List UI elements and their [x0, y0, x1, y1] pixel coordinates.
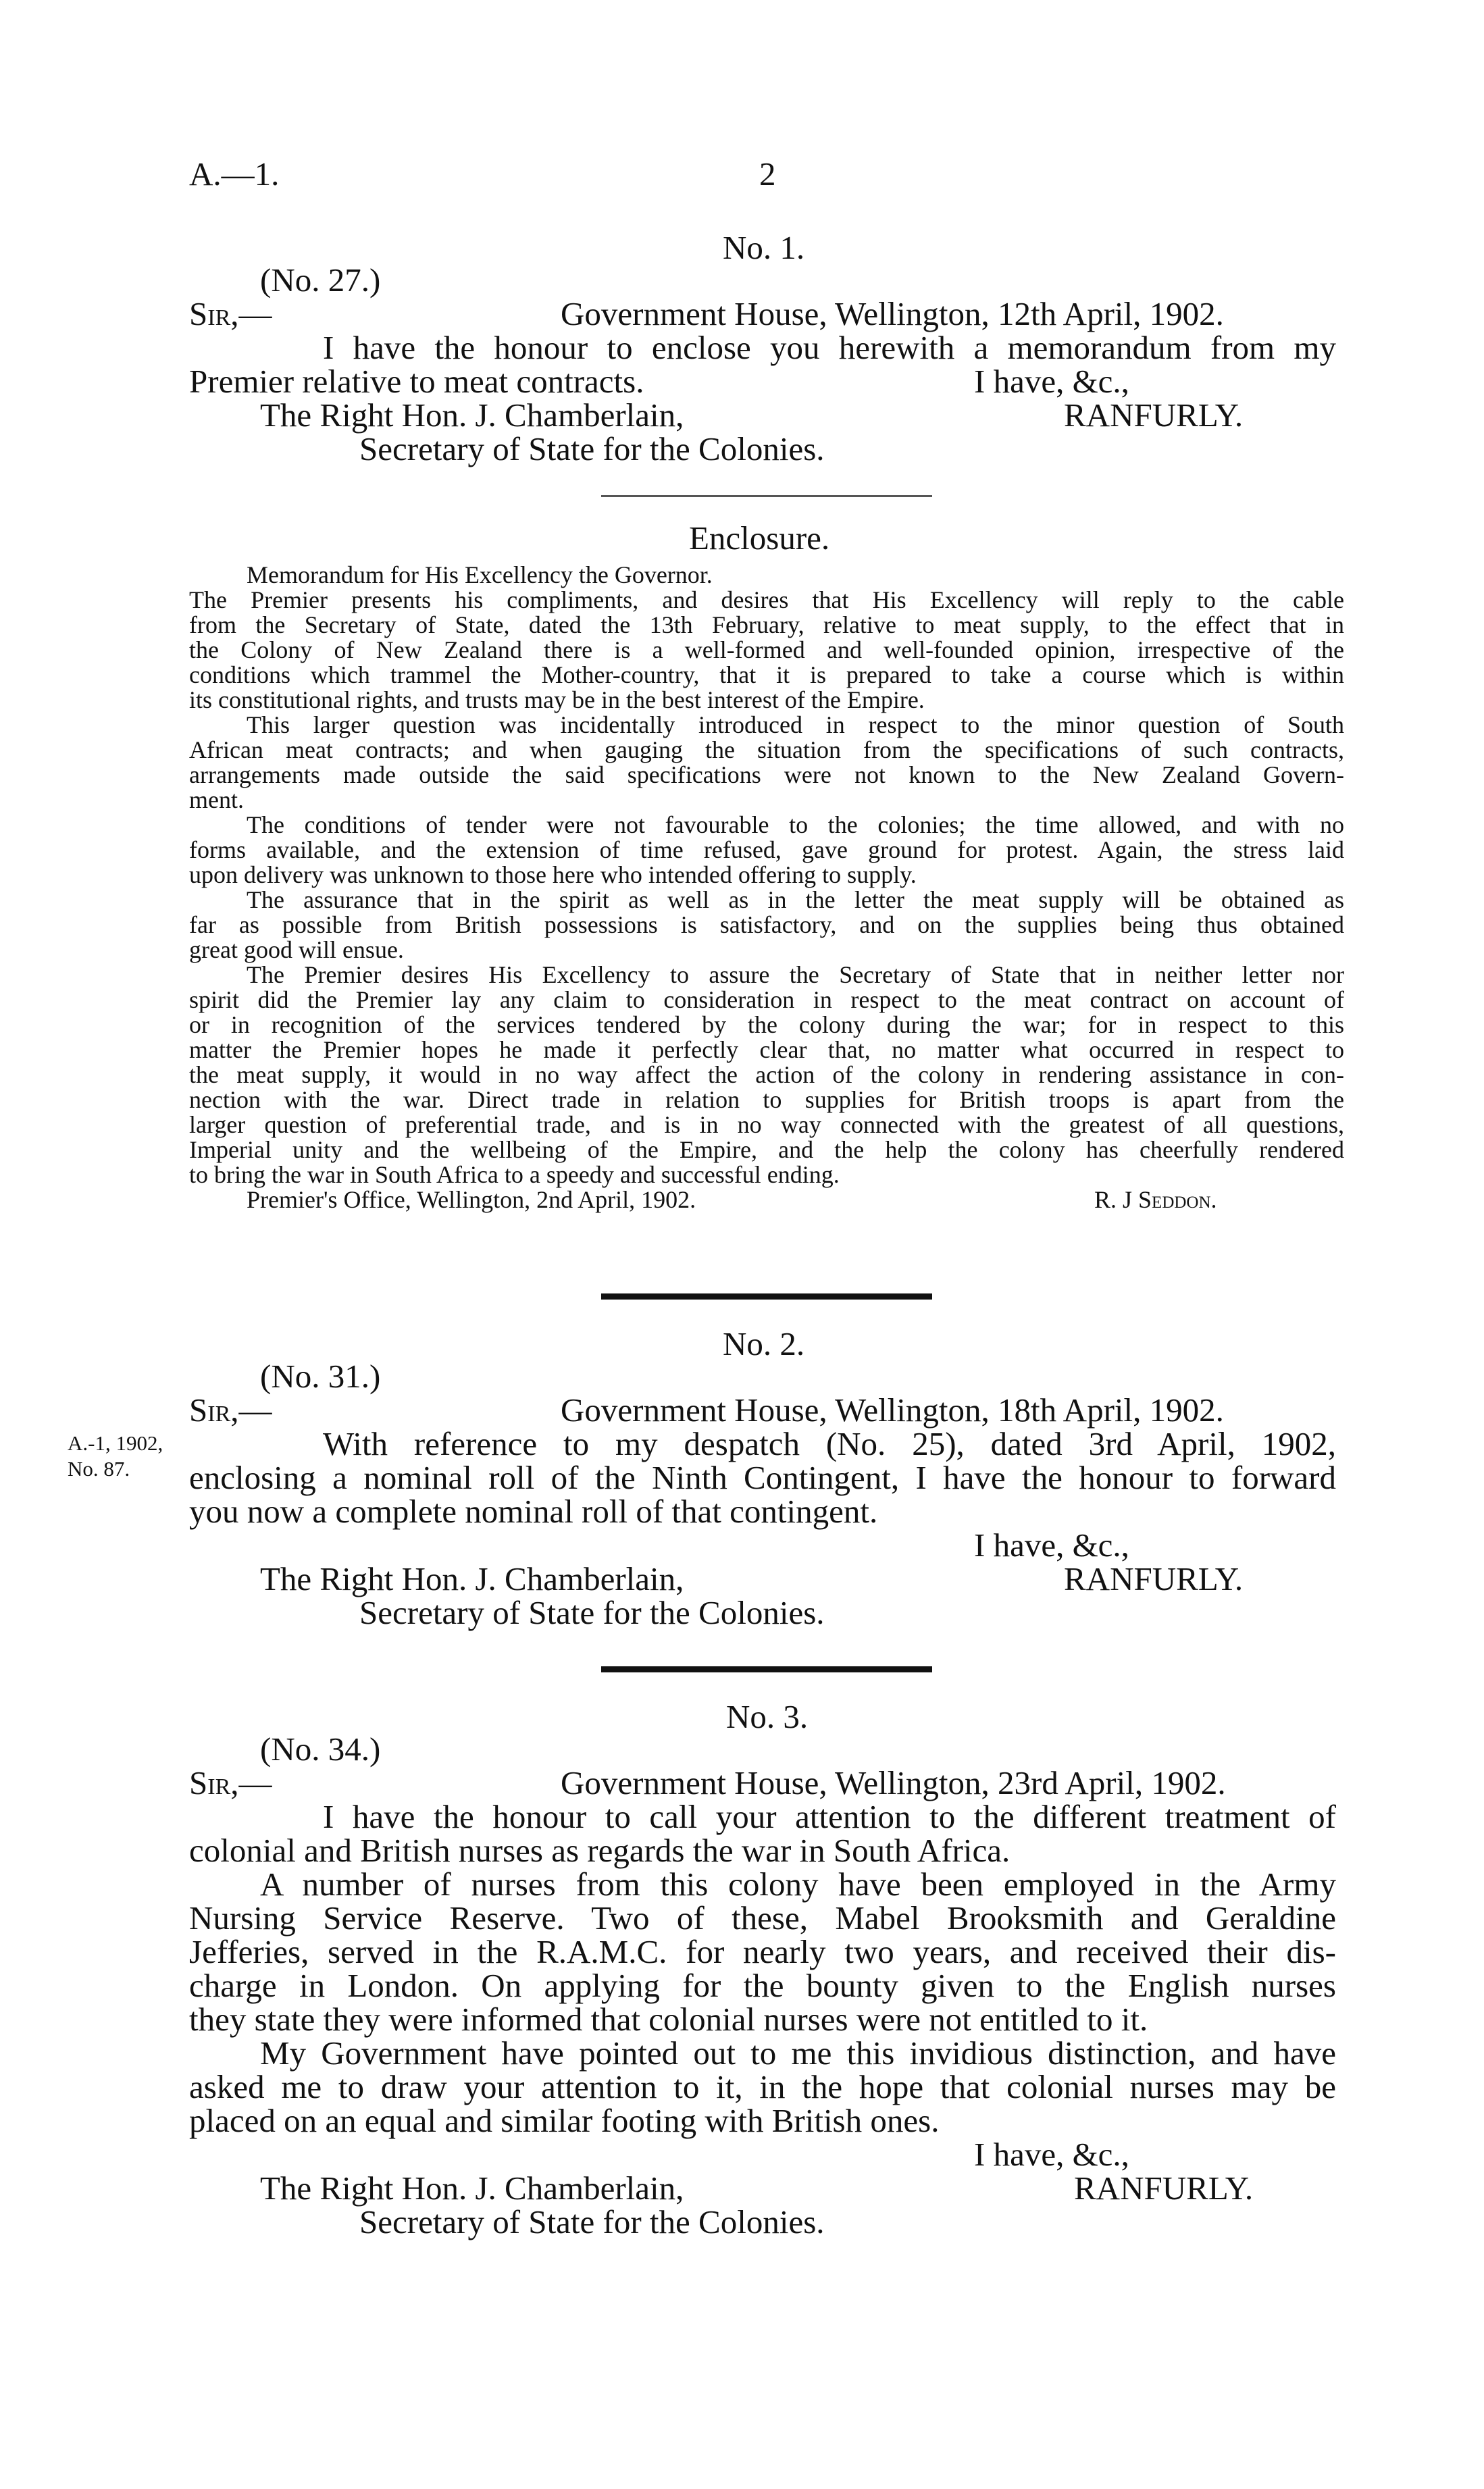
enclosure-line: The Premier presents his compliments, and desires that His Excellency will reply to the cable: [189, 586, 1344, 613]
enclosure-line: the meat supply, it would in no way affect the action of the colony in rendering assistance in con-: [189, 1061, 1344, 1088]
page-number: 2: [759, 155, 776, 193]
letter2-body-line2: enclosing a nominal roll of the Ninth Contingent, I have the honour to forward: [189, 1459, 1336, 1496]
enclosure-line: matter the Premier hopes he made it perfectly clear that, no matter what occurred in respect to: [189, 1036, 1344, 1063]
letter3-line: placed on an equal and similar footing with British ones.: [189, 2102, 940, 2139]
margin-note-line2: No. 87.: [68, 1457, 130, 1481]
enclosure-line: to bring the war in South Africa to a speedy and successful ending.: [189, 1161, 840, 1188]
letter3-line: charge in London. On applying for the bounty given to the English nurses: [189, 1967, 1336, 2004]
letter1-heading: No. 1.: [723, 229, 805, 266]
section-divider: [601, 1666, 932, 1672]
letter2-ref: (No. 31.): [260, 1358, 381, 1395]
letter1-closing: I have, &c.,: [974, 363, 1129, 400]
enclosure-memo-title: Memorandum for His Excellency the Governor.: [247, 561, 713, 588]
letter2-heading: No. 2.: [723, 1325, 805, 1362]
enclosure-line: nection with the war. Direct trade in relation to supplies for British troops is apart from the: [189, 1086, 1344, 1113]
letter2-closing: I have, &c.,: [974, 1526, 1129, 1564]
enclosure-line: The conditions of tender were not favourable to the colonies; the time allowed, and with no: [247, 811, 1344, 838]
enclosure-heading: Enclosure.: [689, 519, 830, 557]
enclosure-line: upon delivery was unknown to those here who intended offering to supply.: [189, 861, 917, 888]
enclosure-line: The Premier desires His Excellency to assure the Secretary of State that in neither letter nor: [247, 961, 1344, 988]
letter3-line: colonial and British nurses as regards the war in South Africa.: [189, 1832, 1010, 1869]
enclosure-line: ment.: [189, 786, 244, 813]
letter3-signature: RANFURLY.: [1074, 2170, 1254, 2207]
enclosure-line: great good will ensue.: [189, 936, 404, 963]
letter1-place-date: Government House, Wellington, 12th April, 1902.: [561, 295, 1224, 332]
enclosure-line: conditions which trammel the Mother-country, that it is prepared to take a course which is within: [189, 661, 1344, 688]
letter3-line: asked me to draw your attention to it, in the hope that colonial nurses may be: [189, 2068, 1336, 2105]
margin-note-line1: A.-1, 1902,: [68, 1431, 163, 1455]
enclosure-line: Imperial unity and the wellbeing of the Empire, and the help the colony has cheerfully rendered: [189, 1136, 1344, 1163]
letter3-line: Jefferies, served in the R.A.M.C. for nearly two years, and received their dis-: [189, 1933, 1336, 1970]
letter3-place-date: Government House, Wellington, 23rd April, 1902.: [561, 1764, 1226, 1801]
letter1-addressee-title: Secretary of State for the Colonies.: [359, 430, 825, 467]
letter3-closing: I have, &c.,: [974, 2136, 1129, 2173]
letter3-heading: No. 3.: [726, 1698, 809, 1735]
enclosure-line: The assurance that in the spirit as well as in the letter the meat supply will be obtained as: [247, 886, 1344, 913]
letter3-line: A number of nurses from this colony have been employed in the Army: [260, 1866, 1336, 1903]
letter2-body-line3: you now a complete nominal roll of that contingent.: [189, 1493, 878, 1530]
enclosure-line: its constitutional rights, and trusts may be in the best interest of the Empire.: [189, 686, 925, 713]
letter3-line: My Government have pointed out to me this invidious distinction, and have: [260, 2034, 1336, 2072]
enclosure-line: far as possible from British possessions is satisfactory, and on the supplies being thus obtained: [189, 911, 1344, 938]
enclosure-line: spirit did the Premier lay any claim to consideration in respect to the meat contract on account of: [189, 986, 1344, 1013]
letter1-addressee: The Right Hon. J. Chamberlain,: [260, 396, 684, 434]
letter1-body-line1: I have the honour to enclose you herewith a memorandum from my: [323, 329, 1336, 366]
enclosure-line: larger question of preferential trade, and is in no way connected with the greatest of all questions,: [189, 1111, 1344, 1138]
letter2-salutation: Sir,—: [189, 1391, 272, 1429]
enclosure-line: forms available, and the extension of time refused, gave ground for protest. Again, the stress laid: [189, 836, 1344, 863]
enclosure-footer-left: Premier's Office, Wellington, 2nd April, 1902.: [247, 1186, 696, 1213]
letter3-ref: (No. 34.): [260, 1730, 381, 1768]
letter3-salutation: Sir,—: [189, 1764, 272, 1801]
letter2-addressee: The Right Hon. J. Chamberlain,: [260, 1560, 684, 1597]
letter3-line: Nursing Service Reserve. Two of these, Mabel Brooksmith and Geraldine: [189, 1899, 1336, 1936]
enclosure-line: arrangements made outside the said specifications were not known to the New Zealand Govern-: [189, 761, 1344, 788]
letter1-salutation: Sir,—: [189, 295, 272, 332]
enclosure-line: This larger question was incidentally introduced in respect to the minor question of South: [247, 711, 1344, 738]
section-divider: [601, 1293, 932, 1300]
letter1-body-line2: Premier relative to meat contracts.: [189, 363, 644, 400]
letter3-line: they state they were informed that colonial nurses were not entitled to it.: [189, 2001, 1148, 2038]
letter3-addressee-title: Secretary of State for the Colonies.: [359, 2203, 825, 2240]
enclosure-line: the Colony of New Zealand there is a well-formed and well-founded opinion, irrespective of the: [189, 636, 1344, 663]
letter1-ref: (No. 27.): [260, 261, 381, 299]
header-reference: A.—1.: [189, 155, 280, 193]
letter2-signature: RANFURLY.: [1064, 1560, 1244, 1597]
section-divider: [601, 495, 932, 497]
enclosure-signature: R. J Seddon.: [1094, 1186, 1217, 1213]
letter2-place-date: Government House, Wellington, 18th April, 1902.: [561, 1391, 1224, 1429]
enclosure-line: or in recognition of the services tendered by the colony during the war; for in respect to this: [189, 1011, 1344, 1038]
enclosure-line: from the Secretary of State, dated the 13th February, relative to meat supply, to the effect that in: [189, 611, 1344, 638]
letter1-signature: RANFURLY.: [1064, 396, 1244, 434]
enclosure-line: African meat contracts; and when gauging the situation from the specifications of such contracts,: [189, 736, 1344, 763]
letter3-line: I have the honour to call your attention to the different treatment of: [323, 1798, 1336, 1835]
letter2-addressee-title: Secretary of State for the Colonies.: [359, 1594, 825, 1631]
letter2-body-line1: With reference to my despatch (No. 25), dated 3rd April, 1902,: [323, 1425, 1336, 1462]
letter3-addressee: The Right Hon. J. Chamberlain,: [260, 2170, 684, 2207]
